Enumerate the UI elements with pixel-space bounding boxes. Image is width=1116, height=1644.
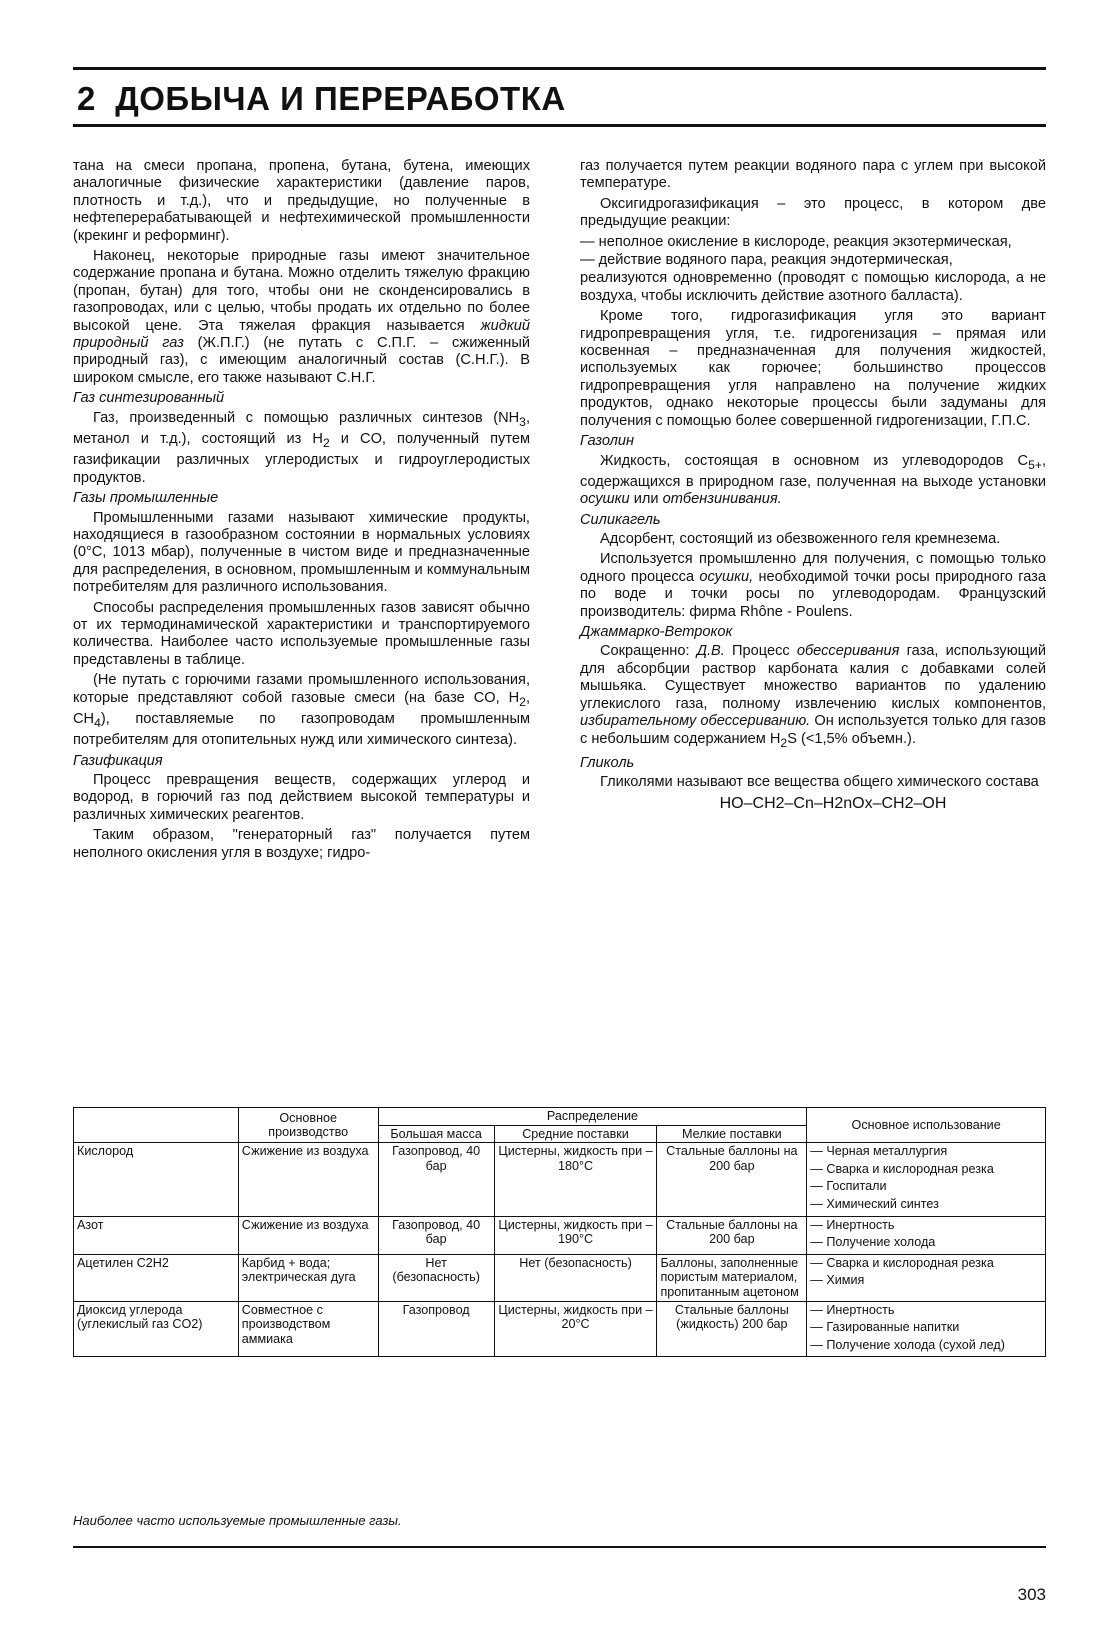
paragraph: реализуются одновременно (проводят с помощью кислорода, а не воздуха, чтобы исключить действие азотного балласта). [580,270,1046,304]
gas-name: Кислород [74,1143,239,1216]
medium-cell: Цистерны, жидкость при –20°C [494,1301,657,1357]
table-row [74,1143,1046,1216]
chapter-number: 2 [77,80,96,117]
usage-item: — Химический синтез [810,1197,1042,1212]
gas-name: Азот [74,1216,239,1254]
usage-item: — Сварка и кислородная резка [810,1256,1042,1271]
usage-item: — Сварка и кислородная резка [810,1162,1042,1177]
paragraph: (Не путать с горючими газами промышленного использования, которые представляют собой газовые смеси (на базе CO, $H_2$, $CH_4$), поставляемые по газопроводам промышленным потребителям для отопительных нужд или химического синтеза). [73,672,530,749]
small-cell: Стальные баллоны на 200 бар [657,1143,807,1216]
paragraph: Наконец, некоторые природные газы имеют значительное содержание пропана и бутана. Можно отделить тяжелую фракцию (пропан, бутан) для того, чтобы они не сконденсировались в газопроводах, или с целью, чтобы продать их отдельно по более высокой цене. Эта тяжелая фракция называется жидкий природный газ (Ж.П.Г.) (не путать с С.П.Г. – сжиженный природный газ), с имеющим аналогичный состав (С.Н.Г.). В широком смысле, его также называют С.Н.Г. [73,248,530,386]
paragraph: Используется промышленно для получения, с помощью только одного процесса осушки, необходимой точки росы природного газа по воде и точки росы по углеводородам. Французский производитель: фирма Rhône - Poulens. [580,551,1046,620]
paragraph: Кроме того, гидрогазификация угля это вариант гидропревращения угля, т.е. гидрогенизация – прямая или косвенная – предназначенная для получения жидкостей, используемых как горючее; большинство процессов гидропревращения угля направлено на получение жидких продуктов, однако некоторые процессы были задуманы для получения с помощью более совершенной гидрогенизации, Г.П.С. [580,308,1046,429]
left-column [73,158,530,865]
usage-item: — Получение холода [810,1235,1042,1250]
table-row [74,1216,1046,1254]
paragraph: Таким образом, "генераторный газ" получается путем неполного окисления угля в воздухе; гидро- [73,827,530,861]
term-heading: Гликоль [580,754,635,771]
usage-cell [807,1216,1046,1254]
industrial-gases-table [73,1107,1046,1357]
header-medium: Средние поставки [494,1125,657,1143]
paragraph: Оксигидрогазификация – это процесс, в котором две предыдущие реакции: [580,195,1046,230]
term-heading: Силикагель [580,511,661,528]
paragraph: Сокращенно: Д.В. Процесс обессеривания газа, использующий для абсорбции раствор карбоната калия с добавками солей мышьяка. Существует множество вариантов по удалению углекислого газа, полному извлечению кислых компонентов, избирательному обессериванию. Он используется только для газов с небольшим содержанием $H_2S$ (<1,5% объемн.). [580,643,1046,750]
gas-name: Диоксид углерода (углекислый газ CO2) [74,1301,239,1357]
term-heading: Газолин [580,433,635,450]
small-cell: Стальные баллоны на 200 бар [657,1216,807,1254]
paragraph: Промышленными газами называют химические продукты, находящиеся в газообразном состоянии в нормальных условиях (0°C, 1013 мбар), полученные в чистом виде и предназначенные для распределения, в основном, промышленным и коммунальным потребителям для различного использования. [73,509,530,596]
production-cell: Сжижение из воздуха [238,1216,378,1254]
paragraph: Способы распределения промышленных газов зависят обычно от их термодинамической характеристики и транспортируемого количества. Наиболее часто используемые промышленные газы представлены в таблице. [73,599,530,668]
header-usage: Основное использование [807,1108,1046,1143]
header-rule-bottom [73,124,1046,127]
large-cell: Газопровод, 40 бар [378,1143,494,1216]
small-cell: Стальные баллоны (жидкость) 200 бар [657,1301,807,1357]
page-number: 303 [1017,1585,1046,1604]
right-column [580,158,1046,812]
small-cell: Баллоны, заполненные пористым материалом, пропитанным ацетоном [657,1254,807,1301]
gas-name: Ацетилен C2H2 [74,1254,239,1301]
table-row [74,1301,1046,1357]
medium-cell: Цистерны, жидкость при –180°C [494,1143,657,1216]
header-small: Мелкие поставки [657,1125,807,1143]
usage-cell [807,1254,1046,1301]
large-cell: Газопровод, 40 бар [378,1216,494,1254]
usage-item: — Получение холода (сухой лед) [810,1338,1042,1353]
large-cell: Газопровод [378,1301,494,1357]
paragraph: Адсорбент, состоящий из обезвоженного геля кремнезема. [600,531,1001,548]
usage-cell [807,1143,1046,1216]
glycol-formula: HO–CH2–Cn–H2nOx–CH2–OH [719,794,947,812]
header-distribution: Распределение [378,1108,807,1126]
footer-rule [73,1546,1046,1548]
header-large: Большая масса [378,1125,494,1143]
paragraph: Гликолями называют все вещества общего химического состава [600,774,1039,791]
paragraph: тана на смеси пропана, пропена, бутана, бутена, имеющих аналогичные физические характеристики (давление паров, плотность и т.д.), что и предыдущие, но полученные в нефтеперерабатывающей и нефтехимической промышленности (крекинг и реформинг). [73,158,530,244]
usage-item: — Инертность [810,1303,1042,1318]
list-item: — действие водяного пара, реакция эндотермическая, [580,252,953,269]
table-caption: Наиболее часто используемые промышленные газы. [73,1513,402,1528]
usage-item: — Химия [810,1273,1042,1288]
usage-item: — Черная металлургия [810,1144,1042,1159]
production-cell: Сжижение из воздуха [238,1143,378,1216]
paragraph: Процесс превращения веществ, содержащих углерод и водород, в горючий газ под действием высокой температуры и различных химических реагентов. [73,772,530,823]
header-gas [74,1108,239,1143]
large-cell: Нет (безопасность) [378,1254,494,1301]
paragraph: газ получается путем реакции водяного пара с углем при высокой температуре. [580,158,1046,192]
medium-cell: Нет (безопасность) [494,1254,657,1301]
chapter-title: ДОБЫЧА И ПЕРЕРАБОТКА [115,80,566,117]
term-heading: Джаммарко-Ветрокок [580,624,733,641]
header-rule-top [73,67,1046,70]
paragraph: Газ, произведенный с помощью различных синтезов ($NH_3$, метанол и т.д.), состоящий из $H_2$ и CO, полученный путем газификации различных углеродистых и гидроуглеродистых продуктов. [73,409,530,486]
medium-cell: Цистерны, жидкость при –190°C [494,1216,657,1254]
header-production: Основное производство [238,1108,378,1143]
table-row [74,1254,1046,1301]
term-heading: Газификация [73,752,163,769]
term-heading: Газы промышленные [73,490,219,507]
term-heading: Газ синтезированный [73,390,225,407]
list-item: — неполное окисление в кислороде, реакция экзотермическая, [580,233,1012,250]
paragraph: Жидкость, состоящая в основном из углеводородов $C_{5+}$, содержащихся в природном газе, полученная на выходе установки осушки или отбензинивания. [580,452,1046,508]
production-cell: Совместное с производством аммиака [238,1301,378,1357]
usage-cell [807,1301,1046,1357]
usage-item: — Инертность [810,1218,1042,1233]
production-cell: Карбид + вода; электрическая дуга [238,1254,378,1301]
usage-item: — Газированные напитки [810,1320,1042,1335]
chapter-heading [77,80,566,118]
usage-item: — Госпитали [810,1179,1042,1194]
